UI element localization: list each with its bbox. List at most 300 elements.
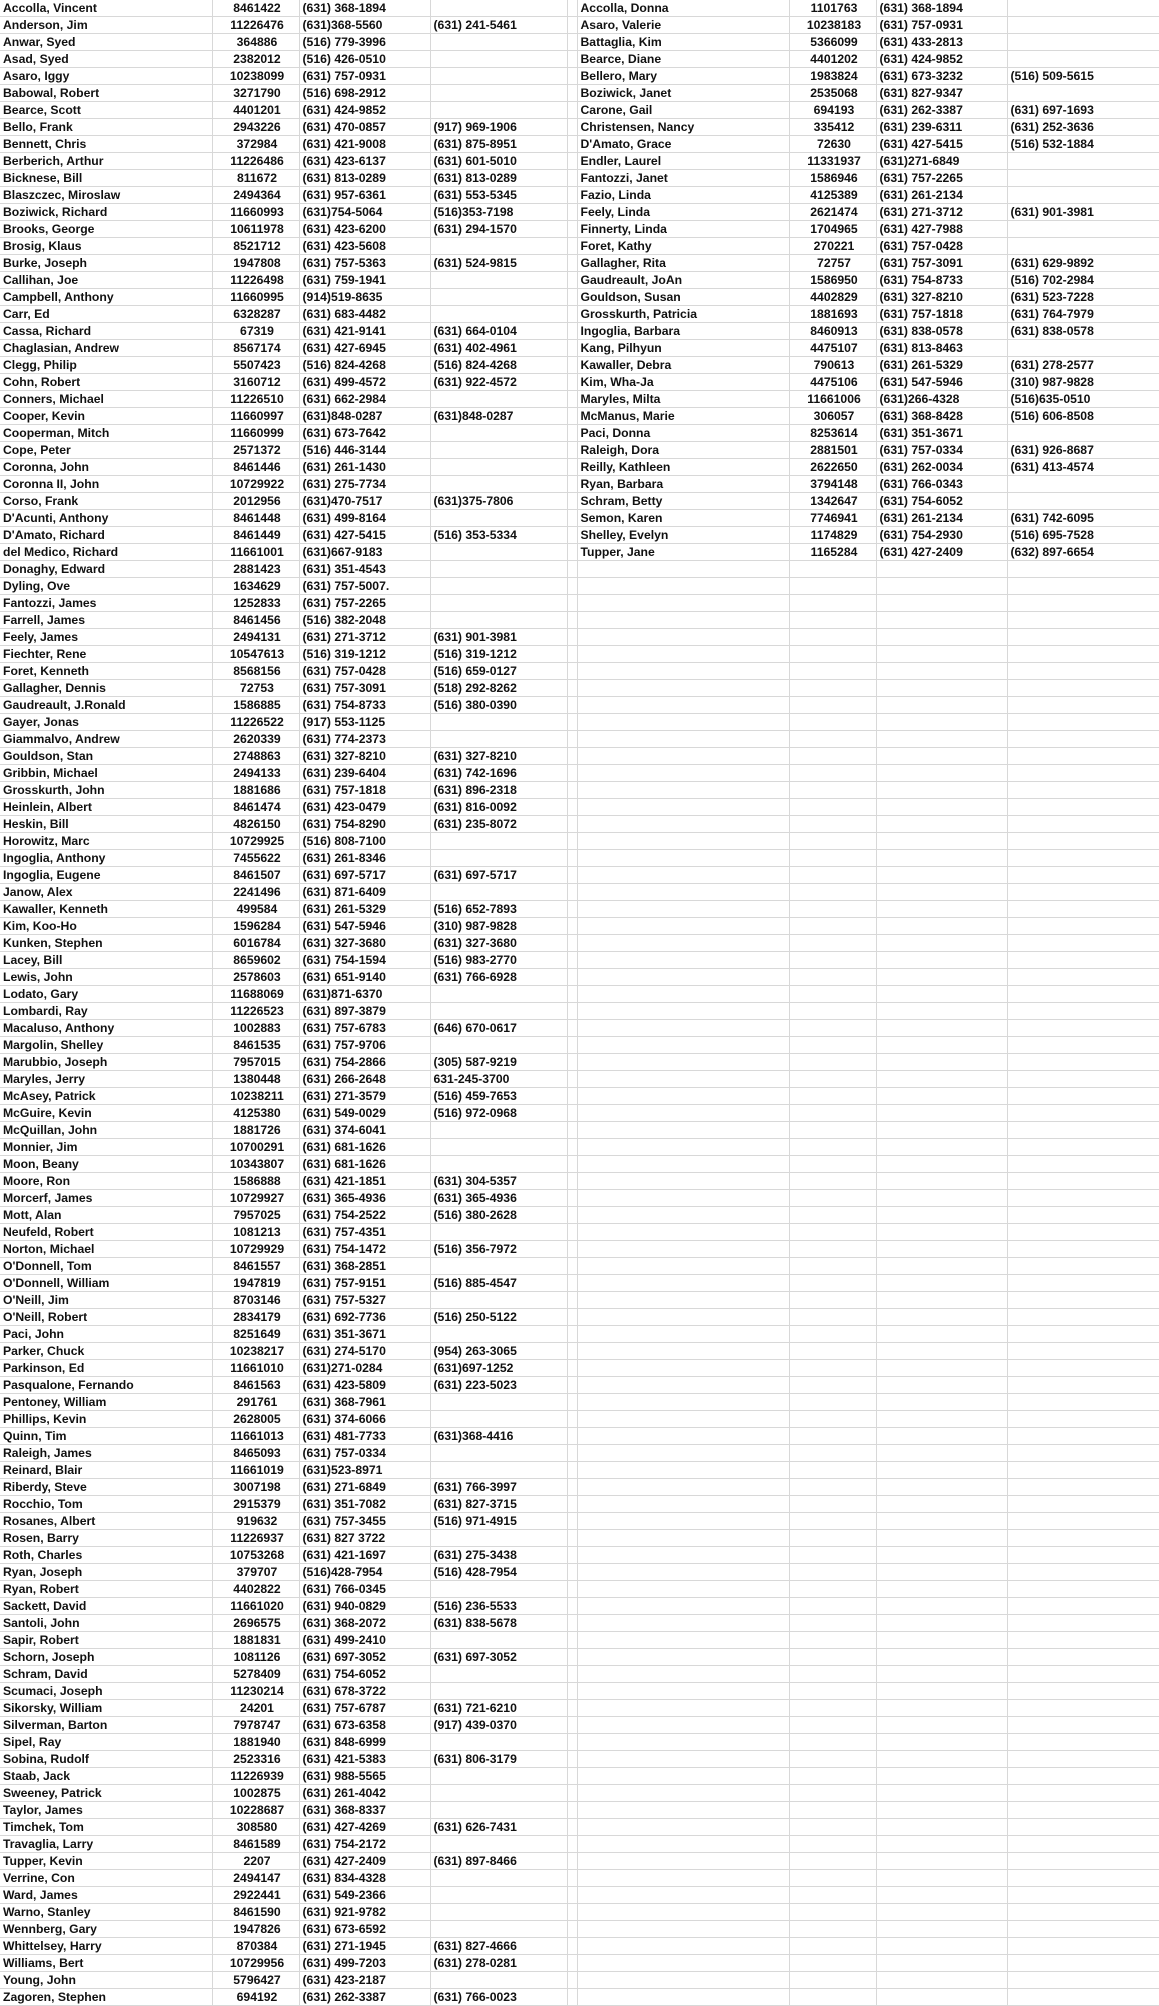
column-gap bbox=[567, 1819, 577, 1836]
right-name-cell bbox=[577, 595, 789, 612]
right-id-cell bbox=[789, 1088, 876, 1105]
left-id-cell: 10228687 bbox=[212, 1802, 299, 1819]
right-id-cell bbox=[789, 1309, 876, 1326]
left-phone-cell: (631) 757-3091 bbox=[299, 680, 430, 697]
right-id-cell bbox=[789, 1003, 876, 1020]
right-name-cell bbox=[577, 1785, 789, 1802]
table-row bbox=[0, 1683, 1159, 1700]
table-row bbox=[0, 833, 1159, 850]
left-name-cell: Anwar, Syed bbox=[0, 34, 212, 51]
left-id-cell: 8461563 bbox=[212, 1377, 299, 1394]
column-gap bbox=[567, 884, 577, 901]
column-gap bbox=[567, 850, 577, 867]
left-id-cell: 364886 bbox=[212, 34, 299, 51]
left-id-cell: 10238217 bbox=[212, 1343, 299, 1360]
left-name-cell: Tupper, Kevin bbox=[0, 1853, 212, 1870]
left-phone-cell: (631) 423-6137 bbox=[299, 153, 430, 170]
right-phone-cell bbox=[876, 1700, 1007, 1717]
left-name-cell: Farrell, James bbox=[0, 612, 212, 629]
right-phone-cell bbox=[876, 1581, 1007, 1598]
left-phone-cell: (631) 651-9140 bbox=[299, 969, 430, 986]
column-gap bbox=[567, 1700, 577, 1717]
left-phone-cell: (631) 757-1818 bbox=[299, 782, 430, 799]
left-alt-phone-cell bbox=[430, 1836, 567, 1853]
right-name-cell bbox=[577, 1666, 789, 1683]
left-name-cell: Gayer, Jonas bbox=[0, 714, 212, 731]
right-id-cell bbox=[789, 1037, 876, 1054]
table-row bbox=[0, 1054, 1159, 1071]
left-id-cell: 1586885 bbox=[212, 697, 299, 714]
right-id-cell bbox=[789, 1479, 876, 1496]
right-id-cell: 2621474 bbox=[789, 204, 876, 221]
right-alt-phone-cell: (631) 838-0578 bbox=[1007, 323, 1159, 340]
left-name-cell: Boziwick, Richard bbox=[0, 204, 212, 221]
left-id-cell: 8461448 bbox=[212, 510, 299, 527]
right-id-cell bbox=[789, 1207, 876, 1224]
right-name-cell bbox=[577, 612, 789, 629]
right-name-cell: Fazio, Linda bbox=[577, 187, 789, 204]
column-gap bbox=[567, 1343, 577, 1360]
column-gap bbox=[567, 1173, 577, 1190]
left-name-cell: Phillips, Kevin bbox=[0, 1411, 212, 1428]
left-alt-phone-cell: (631) 601-5010 bbox=[430, 153, 567, 170]
left-alt-phone-cell: (516) 319-1212 bbox=[430, 646, 567, 663]
right-name-cell bbox=[577, 782, 789, 799]
column-gap bbox=[567, 1734, 577, 1751]
right-phone-cell bbox=[876, 1785, 1007, 1802]
left-name-cell: Williams, Bert bbox=[0, 1955, 212, 1972]
right-id-cell bbox=[789, 1955, 876, 1972]
right-phone-cell bbox=[876, 1751, 1007, 1768]
left-phone-cell: (631) 662-2984 bbox=[299, 391, 430, 408]
left-alt-phone-cell: (631) 553-5345 bbox=[430, 187, 567, 204]
right-phone-cell bbox=[876, 1394, 1007, 1411]
column-gap bbox=[567, 1411, 577, 1428]
left-name-cell: D'Acunti, Anthony bbox=[0, 510, 212, 527]
right-id-cell bbox=[789, 1071, 876, 1088]
left-id-cell: 11660995 bbox=[212, 289, 299, 306]
right-id-cell bbox=[789, 1020, 876, 1037]
left-phone-cell: (516) 698-2912 bbox=[299, 85, 430, 102]
right-alt-phone-cell bbox=[1007, 1513, 1159, 1530]
column-gap bbox=[567, 765, 577, 782]
column-gap bbox=[567, 357, 577, 374]
right-phone-cell bbox=[876, 578, 1007, 595]
left-alt-phone-cell: (631)697-1252 bbox=[430, 1360, 567, 1377]
left-alt-phone-cell bbox=[430, 1037, 567, 1054]
right-phone-cell bbox=[876, 680, 1007, 697]
right-name-cell: Kawaller, Debra bbox=[577, 357, 789, 374]
right-id-cell bbox=[789, 935, 876, 952]
table-row bbox=[0, 1955, 1159, 1972]
right-phone-cell: (631) 754-6052 bbox=[876, 493, 1007, 510]
right-alt-phone-cell bbox=[1007, 1377, 1159, 1394]
right-name-cell bbox=[577, 1734, 789, 1751]
right-alt-phone-cell bbox=[1007, 1037, 1159, 1054]
right-name-cell: Bellero, Mary bbox=[577, 68, 789, 85]
left-phone-cell: (631) 271-6849 bbox=[299, 1479, 430, 1496]
right-phone-cell bbox=[876, 1037, 1007, 1054]
column-gap bbox=[567, 969, 577, 986]
table-row bbox=[0, 1088, 1159, 1105]
right-alt-phone-cell bbox=[1007, 986, 1159, 1003]
right-id-cell bbox=[789, 612, 876, 629]
right-phone-cell bbox=[876, 952, 1007, 969]
column-gap bbox=[567, 1003, 577, 1020]
right-phone-cell: (631) 261-5329 bbox=[876, 357, 1007, 374]
right-id-cell: 2622650 bbox=[789, 459, 876, 476]
right-alt-phone-cell: (631) 413-4574 bbox=[1007, 459, 1159, 476]
left-alt-phone-cell bbox=[430, 425, 567, 442]
right-alt-phone-cell bbox=[1007, 1105, 1159, 1122]
right-name-cell bbox=[577, 884, 789, 901]
left-name-cell: Roth, Charles bbox=[0, 1547, 212, 1564]
right-alt-phone-cell bbox=[1007, 1887, 1159, 1904]
table-row bbox=[0, 1224, 1159, 1241]
left-alt-phone-cell bbox=[430, 1581, 567, 1598]
right-name-cell: Paci, Donna bbox=[577, 425, 789, 442]
left-phone-cell: (631) 774-2373 bbox=[299, 731, 430, 748]
right-name-cell bbox=[577, 1972, 789, 1989]
table-row bbox=[0, 238, 1159, 255]
right-name-cell bbox=[577, 1547, 789, 1564]
right-name-cell: Tupper, Jane bbox=[577, 544, 789, 561]
right-phone-cell: (631) 757-0931 bbox=[876, 17, 1007, 34]
right-id-cell bbox=[789, 833, 876, 850]
left-phone-cell: (631) 499-4572 bbox=[299, 374, 430, 391]
right-alt-phone-cell bbox=[1007, 1479, 1159, 1496]
column-gap bbox=[567, 1241, 577, 1258]
left-id-cell: 1252833 bbox=[212, 595, 299, 612]
right-name-cell bbox=[577, 1241, 789, 1258]
left-alt-phone-cell: (631) 806-3179 bbox=[430, 1751, 567, 1768]
left-phone-cell: (631) 261-5329 bbox=[299, 901, 430, 918]
right-phone-cell bbox=[876, 714, 1007, 731]
left-alt-phone-cell: (516) 380-0390 bbox=[430, 697, 567, 714]
right-id-cell bbox=[789, 765, 876, 782]
column-gap bbox=[567, 680, 577, 697]
left-id-cell: 10729929 bbox=[212, 1241, 299, 1258]
right-id-cell bbox=[789, 1224, 876, 1241]
left-name-cell: Wennberg, Gary bbox=[0, 1921, 212, 1938]
left-id-cell: 2922441 bbox=[212, 1887, 299, 1904]
right-name-cell bbox=[577, 1462, 789, 1479]
right-phone-cell: (631) 261-2134 bbox=[876, 187, 1007, 204]
right-name-cell: Asaro, Valerie bbox=[577, 17, 789, 34]
left-alt-phone-cell: (631) 766-3997 bbox=[430, 1479, 567, 1496]
left-name-cell: Reinard, Blair bbox=[0, 1462, 212, 1479]
right-alt-phone-cell bbox=[1007, 1547, 1159, 1564]
right-id-cell bbox=[789, 646, 876, 663]
right-alt-phone-cell bbox=[1007, 1054, 1159, 1071]
table-row bbox=[0, 1190, 1159, 1207]
left-id-cell: 1947808 bbox=[212, 255, 299, 272]
right-name-cell bbox=[577, 578, 789, 595]
left-name-cell: Bearce, Scott bbox=[0, 102, 212, 119]
right-phone-cell bbox=[876, 1989, 1007, 2006]
right-phone-cell bbox=[876, 884, 1007, 901]
right-phone-cell bbox=[876, 612, 1007, 629]
right-phone-cell: (631) 427-5415 bbox=[876, 136, 1007, 153]
right-phone-cell bbox=[876, 1156, 1007, 1173]
left-alt-phone-cell: (631) 875-8951 bbox=[430, 136, 567, 153]
right-phone-cell: (631) 368-8428 bbox=[876, 408, 1007, 425]
left-id-cell: 870384 bbox=[212, 1938, 299, 1955]
right-name-cell bbox=[577, 697, 789, 714]
right-alt-phone-cell bbox=[1007, 629, 1159, 646]
left-alt-phone-cell bbox=[430, 884, 567, 901]
right-id-cell bbox=[789, 901, 876, 918]
left-phone-cell: (631) 757-5363 bbox=[299, 255, 430, 272]
right-name-cell bbox=[577, 1921, 789, 1938]
right-id-cell bbox=[789, 629, 876, 646]
column-gap bbox=[567, 476, 577, 493]
left-id-cell: 3160712 bbox=[212, 374, 299, 391]
left-alt-phone-cell: (631) 742-1696 bbox=[430, 765, 567, 782]
right-name-cell bbox=[577, 1173, 789, 1190]
right-name-cell bbox=[577, 1292, 789, 1309]
column-gap bbox=[567, 1836, 577, 1853]
left-name-cell: Cohn, Robert bbox=[0, 374, 212, 391]
left-name-cell: Chaglasian, Andrew bbox=[0, 340, 212, 357]
left-id-cell: 11226476 bbox=[212, 17, 299, 34]
left-name-cell: Raleigh, James bbox=[0, 1445, 212, 1462]
table-row bbox=[0, 1411, 1159, 1428]
left-alt-phone-cell bbox=[430, 1122, 567, 1139]
table-row bbox=[0, 510, 1159, 527]
column-gap bbox=[567, 663, 577, 680]
right-name-cell bbox=[577, 1360, 789, 1377]
left-name-cell: Sapir, Robert bbox=[0, 1632, 212, 1649]
column-gap bbox=[567, 1564, 577, 1581]
table-row bbox=[0, 1207, 1159, 1224]
left-alt-phone-cell: (631) 365-4936 bbox=[430, 1190, 567, 1207]
left-alt-phone-cell bbox=[430, 1666, 567, 1683]
right-name-cell bbox=[577, 1649, 789, 1666]
table-row bbox=[0, 17, 1159, 34]
column-gap bbox=[567, 187, 577, 204]
left-id-cell: 2523316 bbox=[212, 1751, 299, 1768]
left-phone-cell: (631) 697-5717 bbox=[299, 867, 430, 884]
left-name-cell: Maryles, Jerry bbox=[0, 1071, 212, 1088]
left-phone-cell: (631) 757-4351 bbox=[299, 1224, 430, 1241]
left-phone-cell: (631) 427-2409 bbox=[299, 1853, 430, 1870]
column-gap bbox=[567, 1717, 577, 1734]
left-name-cell: Staab, Jack bbox=[0, 1768, 212, 1785]
right-name-cell bbox=[577, 1598, 789, 1615]
right-alt-phone-cell: (310) 987-9828 bbox=[1007, 374, 1159, 391]
right-name-cell bbox=[577, 935, 789, 952]
right-phone-cell bbox=[876, 1258, 1007, 1275]
left-id-cell: 11226937 bbox=[212, 1530, 299, 1547]
left-id-cell: 1596284 bbox=[212, 918, 299, 935]
left-name-cell: Moon, Beany bbox=[0, 1156, 212, 1173]
table-row bbox=[0, 1717, 1159, 1734]
left-name-cell: Sikorsky, William bbox=[0, 1700, 212, 1717]
left-phone-cell: (631) 261-8346 bbox=[299, 850, 430, 867]
right-name-cell bbox=[577, 1105, 789, 1122]
left-id-cell: 8461589 bbox=[212, 1836, 299, 1853]
column-gap bbox=[567, 1649, 577, 1666]
column-gap bbox=[567, 935, 577, 952]
left-id-cell: 2881423 bbox=[212, 561, 299, 578]
right-phone-cell bbox=[876, 1802, 1007, 1819]
right-phone-cell: (631) 271-3712 bbox=[876, 204, 1007, 221]
right-name-cell bbox=[577, 1717, 789, 1734]
left-name-cell: Carr, Ed bbox=[0, 306, 212, 323]
left-name-cell: Ingoglia, Eugene bbox=[0, 867, 212, 884]
left-name-cell: Bennett, Chris bbox=[0, 136, 212, 153]
left-id-cell: 1881686 bbox=[212, 782, 299, 799]
right-phone-cell: (631)266-4328 bbox=[876, 391, 1007, 408]
right-name-cell bbox=[577, 952, 789, 969]
left-alt-phone-cell bbox=[430, 1139, 567, 1156]
right-id-cell: 3794148 bbox=[789, 476, 876, 493]
right-phone-cell bbox=[876, 1190, 1007, 1207]
right-id-cell bbox=[789, 1411, 876, 1428]
right-id-cell bbox=[789, 1564, 876, 1581]
right-id-cell: 335412 bbox=[789, 119, 876, 136]
right-name-cell bbox=[577, 1870, 789, 1887]
right-alt-phone-cell bbox=[1007, 918, 1159, 935]
column-gap bbox=[567, 425, 577, 442]
table-row bbox=[0, 1241, 1159, 1258]
right-phone-cell bbox=[876, 1632, 1007, 1649]
right-phone-cell bbox=[876, 1921, 1007, 1938]
left-phone-cell: (631) 499-2410 bbox=[299, 1632, 430, 1649]
left-phone-cell: (631) 957-6361 bbox=[299, 187, 430, 204]
right-name-cell bbox=[577, 1071, 789, 1088]
column-gap bbox=[567, 748, 577, 765]
left-name-cell: McQuillan, John bbox=[0, 1122, 212, 1139]
right-id-cell bbox=[789, 1989, 876, 2006]
right-id-cell bbox=[789, 1972, 876, 1989]
right-name-cell bbox=[577, 1530, 789, 1547]
right-id-cell: 11331937 bbox=[789, 153, 876, 170]
right-alt-phone-cell: (516) 509-5615 bbox=[1007, 68, 1159, 85]
right-alt-phone-cell bbox=[1007, 1717, 1159, 1734]
left-name-cell: Gaudreault, J.Ronald bbox=[0, 697, 212, 714]
right-alt-phone-cell bbox=[1007, 782, 1159, 799]
right-phone-cell bbox=[876, 1411, 1007, 1428]
right-phone-cell bbox=[876, 595, 1007, 612]
right-id-cell bbox=[789, 1700, 876, 1717]
left-phone-cell: (631) 921-9782 bbox=[299, 1904, 430, 1921]
right-phone-cell bbox=[876, 1955, 1007, 1972]
column-gap bbox=[567, 170, 577, 187]
left-name-cell: Pentoney, William bbox=[0, 1394, 212, 1411]
left-alt-phone-cell bbox=[430, 1921, 567, 1938]
column-gap bbox=[567, 544, 577, 561]
left-name-cell: Pasqualone, Fernando bbox=[0, 1377, 212, 1394]
right-id-cell bbox=[789, 714, 876, 731]
table-row bbox=[0, 1071, 1159, 1088]
right-phone-cell bbox=[876, 918, 1007, 935]
column-gap bbox=[567, 986, 577, 1003]
right-id-cell: 4475107 bbox=[789, 340, 876, 357]
right-phone-cell: (631) 262-3387 bbox=[876, 102, 1007, 119]
table-row bbox=[0, 663, 1159, 680]
left-id-cell: 8251649 bbox=[212, 1326, 299, 1343]
right-phone-cell bbox=[876, 1462, 1007, 1479]
left-id-cell: 7455622 bbox=[212, 850, 299, 867]
left-phone-cell: (631) 271-3712 bbox=[299, 629, 430, 646]
table-row bbox=[0, 204, 1159, 221]
left-name-cell: Burke, Joseph bbox=[0, 255, 212, 272]
table-row bbox=[0, 1632, 1159, 1649]
left-phone-cell: (631) 754-2522 bbox=[299, 1207, 430, 1224]
right-name-cell bbox=[577, 1819, 789, 1836]
table-row bbox=[0, 680, 1159, 697]
right-name-cell bbox=[577, 1496, 789, 1513]
right-id-cell: 1165284 bbox=[789, 544, 876, 561]
left-id-cell: 2571372 bbox=[212, 442, 299, 459]
left-name-cell: Accolla, Vincent bbox=[0, 0, 212, 17]
left-phone-cell: (516) 382-2048 bbox=[299, 612, 430, 629]
right-id-cell: 1342647 bbox=[789, 493, 876, 510]
right-alt-phone-cell bbox=[1007, 1921, 1159, 1938]
right-name-cell bbox=[577, 1700, 789, 1717]
column-gap bbox=[567, 1496, 577, 1513]
left-alt-phone-cell: (631) 816-0092 bbox=[430, 799, 567, 816]
right-id-cell bbox=[789, 1904, 876, 1921]
left-name-cell: Fiechter, Rene bbox=[0, 646, 212, 663]
column-gap bbox=[567, 816, 577, 833]
column-gap bbox=[567, 1751, 577, 1768]
column-gap bbox=[567, 1768, 577, 1785]
table-row bbox=[0, 340, 1159, 357]
table-row bbox=[0, 1258, 1159, 1275]
column-gap bbox=[567, 1598, 577, 1615]
right-alt-phone-cell: (631) 742-6095 bbox=[1007, 510, 1159, 527]
left-alt-phone-cell: 631-245-3700 bbox=[430, 1071, 567, 1088]
right-id-cell bbox=[789, 1598, 876, 1615]
left-name-cell: Santoli, John bbox=[0, 1615, 212, 1632]
left-alt-phone-cell: (631) 402-4961 bbox=[430, 340, 567, 357]
left-alt-phone-cell bbox=[430, 442, 567, 459]
left-id-cell: 11226522 bbox=[212, 714, 299, 731]
right-id-cell bbox=[789, 1615, 876, 1632]
left-phone-cell: (631) 754-8290 bbox=[299, 816, 430, 833]
left-phone-cell: (516) 824-4268 bbox=[299, 357, 430, 374]
left-id-cell: 11688069 bbox=[212, 986, 299, 1003]
left-id-cell: 6016784 bbox=[212, 935, 299, 952]
right-name-cell bbox=[577, 1003, 789, 1020]
right-alt-phone-cell bbox=[1007, 1632, 1159, 1649]
table-row bbox=[0, 1462, 1159, 1479]
left-alt-phone-cell: (516) 983-2770 bbox=[430, 952, 567, 969]
right-id-cell bbox=[789, 1870, 876, 1887]
left-alt-phone-cell: (631) 721-6210 bbox=[430, 1700, 567, 1717]
left-alt-phone-cell bbox=[430, 1462, 567, 1479]
column-gap bbox=[567, 782, 577, 799]
column-gap bbox=[567, 1360, 577, 1377]
table-row bbox=[0, 1734, 1159, 1751]
left-id-cell: 10729956 bbox=[212, 1955, 299, 1972]
left-id-cell: 308580 bbox=[212, 1819, 299, 1836]
right-phone-cell bbox=[876, 748, 1007, 765]
right-phone-cell: (631) 827-9347 bbox=[876, 85, 1007, 102]
left-name-cell: Kunken, Stephen bbox=[0, 935, 212, 952]
right-id-cell bbox=[789, 748, 876, 765]
left-phone-cell: (631) 327-3680 bbox=[299, 935, 430, 952]
right-id-cell bbox=[789, 867, 876, 884]
left-alt-phone-cell: (631) 241-5461 bbox=[430, 17, 567, 34]
left-id-cell: 7957015 bbox=[212, 1054, 299, 1071]
left-alt-phone-cell bbox=[430, 578, 567, 595]
table-row bbox=[0, 136, 1159, 153]
right-phone-cell bbox=[876, 1105, 1007, 1122]
